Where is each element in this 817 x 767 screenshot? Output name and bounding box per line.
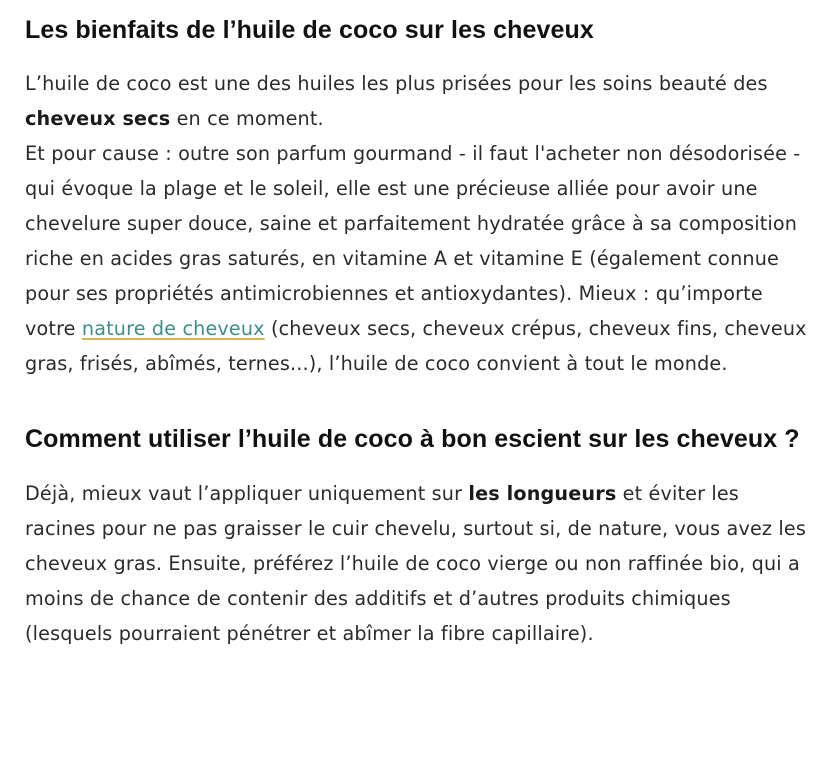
bold-cheveux-secs: cheveux secs bbox=[25, 107, 171, 130]
section-heading-utiliser: Comment utiliser l’huile de coco à bon escient sur les cheveux ? bbox=[25, 425, 800, 453]
link-nature-de-cheveux[interactable]: nature de cheveux bbox=[81, 317, 265, 340]
paragraph-utiliser bbox=[25, 476, 811, 651]
bold-les-longueurs: les longueurs bbox=[468, 482, 617, 505]
section-heading-bienfaits: Les bienfaits de l’huile de coco sur les cheveux bbox=[25, 16, 594, 44]
paragraph-bienfaits bbox=[25, 66, 811, 381]
paragraph-text: et éviter les racines pour ne pas graisser le cuir chevelu, surtout si, de nature, vous avez les cheveux gras. Ensuite, préférez l’huile de coco vierge ou non raffinée bio, qui a moins de chance de contenir des additifs et d’autres produits chimiques (lesquels pourraient pénétrer et abîmer la fibre capillaire). bbox=[25, 482, 806, 645]
paragraph-text: Déjà, mieux vaut l’appliquer uniquement sur bbox=[25, 482, 469, 505]
paragraph-text: L’huile de coco est une des huiles les plus prisées pour les soins beauté des bbox=[25, 72, 768, 95]
article-body bbox=[25, 0, 811, 651]
paragraph-text: (cheveux secs, cheveux crépus, cheveux fins, cheveux gras, frisés, abîmés, ternes...), l’huile de coco convient à tout le monde. bbox=[25, 317, 807, 375]
paragraph-text: en ce moment. bbox=[170, 107, 324, 130]
paragraph-text: Et pour cause : outre son parfum gourmand - il faut l'acheter non désodorisée - qui évoque la plage et le soleil, elle est une précieuse alliée pour avoir une chevelure super douce, saine et parfaitement hydratée grâce à sa composition riche en acides gras saturés, en vitamine A et vitamine E (également connue pour ses propriétés antimicrobiennes et antioxydantes). Mieux : qu’importe votre bbox=[25, 142, 801, 340]
